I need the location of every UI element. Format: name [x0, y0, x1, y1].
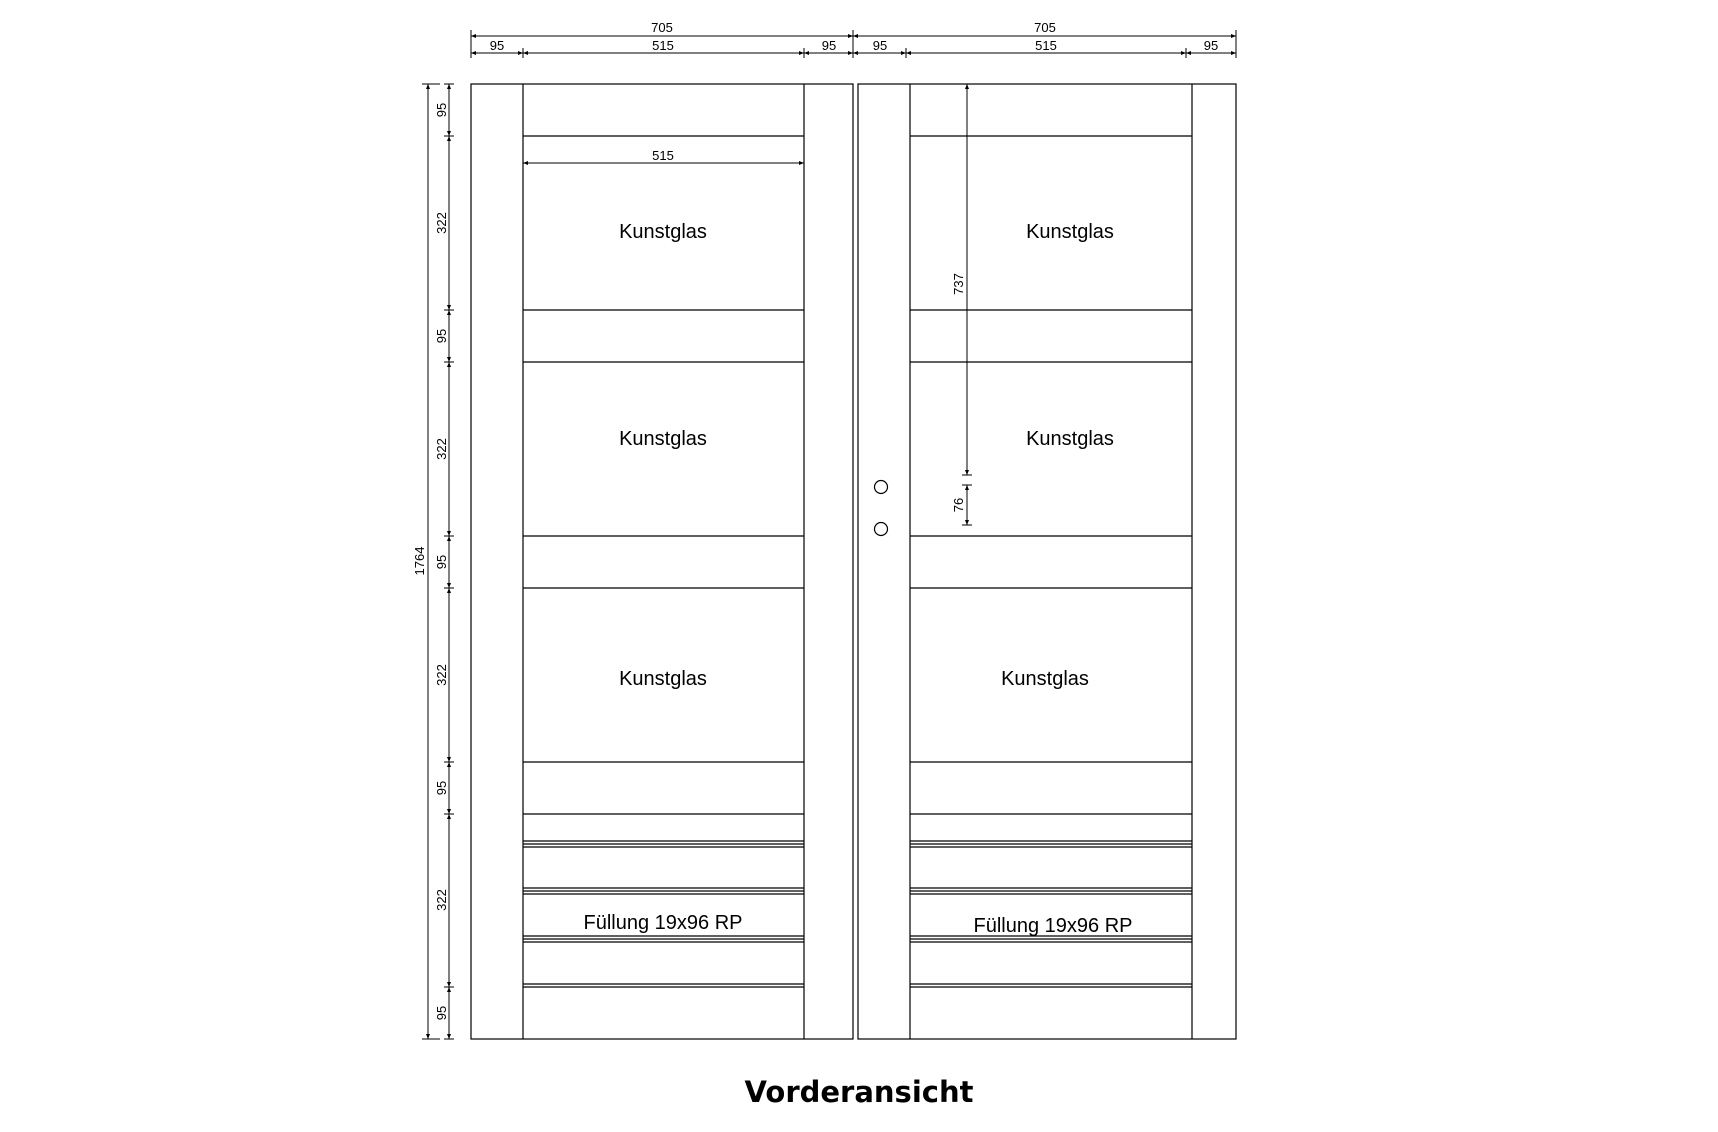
right-glass-label-2: Kunstglas — [1026, 428, 1114, 450]
dim-left-glass-width: 515 — [652, 38, 674, 53]
dim-glass-span: 515 — [652, 148, 674, 163]
lock-hole — [875, 523, 888, 536]
right-filling-label: Füllung 19x96 RP — [973, 915, 1133, 937]
dim-rail-2: 95 — [434, 328, 449, 344]
top-dimensions — [471, 20, 1236, 58]
left-glass-label-1: Kunstglas — [619, 221, 707, 243]
right-glass-label-1: Kunstglas — [1026, 221, 1114, 243]
left-glass-label-3: Kunstglas — [619, 668, 707, 690]
dim-handle-offset: 76 — [951, 497, 966, 513]
dim-left-stile-inner: 95 — [821, 38, 837, 53]
dim-right-stile-inner: 95 — [872, 38, 888, 53]
dim-field-2: 322 — [434, 438, 449, 460]
dim-left-width: 705 — [651, 20, 673, 35]
left-sash-rails — [523, 136, 804, 987]
dim-left-stile-outer: 95 — [489, 38, 505, 53]
dim-rail-1: 95 — [434, 102, 449, 118]
dim-field-4: 322 — [434, 889, 449, 911]
right-glass-label-3: Kunstglas — [1001, 668, 1089, 690]
right-sash-rails — [910, 136, 1192, 987]
dim-rail-3: 95 — [434, 554, 449, 570]
left-sash — [471, 84, 853, 1039]
dim-rail-4: 95 — [434, 780, 449, 796]
dim-field-3: 322 — [434, 664, 449, 686]
dim-right-glass-width: 515 — [1035, 38, 1057, 53]
dim-handle-height: 737 — [951, 273, 966, 295]
dim-right-width: 705 — [1034, 20, 1056, 35]
view-caption: Vorderansicht — [744, 1075, 974, 1109]
handle-hole — [875, 481, 888, 494]
right-sash — [858, 84, 1236, 1039]
left-filling-label: Füllung 19x96 RP — [583, 912, 743, 934]
dim-total-height: 1764 — [412, 546, 427, 576]
left-glass-label-2: Kunstglas — [619, 428, 707, 450]
dim-rail-5: 95 — [434, 1005, 449, 1021]
dim-field-1: 322 — [434, 212, 449, 234]
left-dimensions — [412, 84, 454, 1039]
dim-right-stile-outer: 95 — [1203, 38, 1219, 53]
